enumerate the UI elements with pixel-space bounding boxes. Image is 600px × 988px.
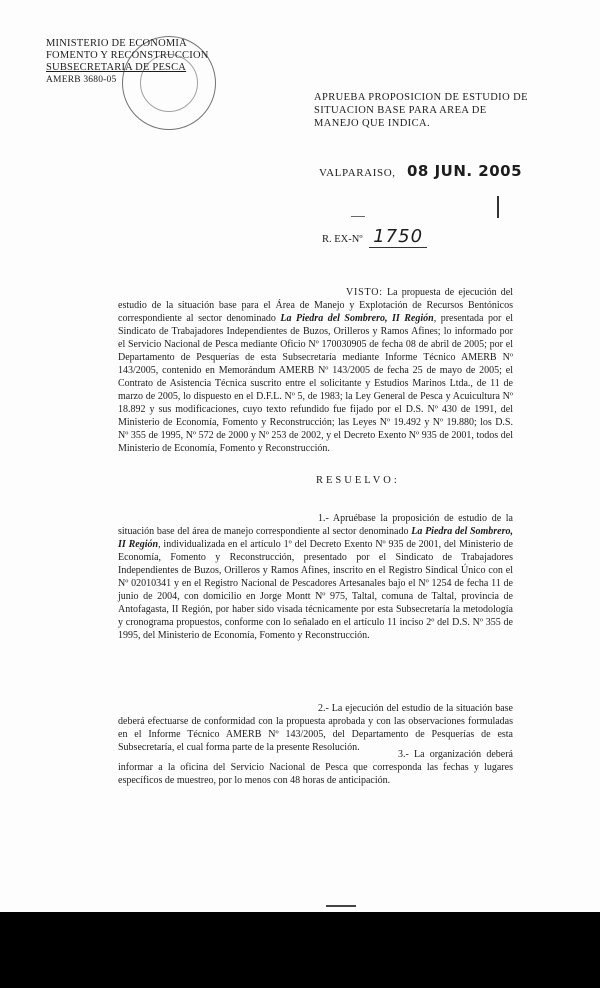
visto-text-a: La propuesta de ejecución del estudio de la situación base para el Área de Manejo y Explotación de Recursos Bentónicos correspondiente al sector denominado [118,287,513,324]
date-place: VALPARAISO, [319,167,396,179]
visto-sector-name: La Piedra del Sombrero, II Región [280,313,434,324]
date-line [319,162,522,180]
margin-mark [497,196,499,218]
amerb-reference: AMERB 3680-05 [46,75,117,85]
resuelvo-heading: RESUELVO: [316,475,400,486]
separator-mark [351,216,365,217]
resolution-subject: APRUEBA PROPOSICION DE ESTUDIO DE SITUACION BASE PARA AREA DE MANEJO QUE INDICA. [314,92,528,129]
official-seal-inner-ring [140,54,198,112]
scan-black-band [0,912,600,988]
article-1-text-b: , individualizada en el artículo 1º del Decreto Exento Nº 935 de 2001, del Ministerio de Economía, Fomento y Reconstrucción, presentado por el Sindicato de Trabajadores Independientes de Buzos, Orilleros y Ramos Afines, inscrito en el Registro Sindical Único con el Nº 02010341 y en el Registro Nacional de Pescadores Artesanales bajo el Nº 1254 de fecha 11 de junio de 2004, con domicilio en Jorge Montt Nº 975, Taltal, comuna de Taltal, provincia de Antofagasta, II Región, por haber sido visada técnicamente por esta Subsecretaría la metodología y cronograma propuestos, conforme con lo señalado en el artículo 11 inciso 2º del D.S. Nº 355 de 1995, del Ministerio de Economía, Fomento y Reconstrucción. [118,539,513,641]
resolution-article-3: 3.- La organización deberá informar a la oficina del Servicio Nacional de Pesca que corresponda las fechas y lugares específicos de muestreo, por lo menos con 48 horas de anticipación. [118,749,513,786]
article-1-text-a: 1.- Apruébase la proposición de estudio de la situación base del área de manejo correspondiente al sector denominado [118,513,513,537]
visto-text-b: , presentada por el Sindicato de Trabajadores Independientes de Buzos, Orilleros y Ramos Afines; lo informado por el Servicio Nacional de Pesca mediante Oficio Nº 170030905 de fecha 08 de abril de 2005; por el Departamento de Pesquerías de esta Subsecretaría mediante Informe Técnico AMERB Nº 143/2005, contenido en Memorándum AMERB Nº 143/2005 de fecha 25 de mayo de 2005; el Contrato de Asistencia Técnica suscrito entre el solicitante y Estudios Marinos Ltda., de 11 de marzo de 2005, lo dispuesto en el D.F.L. Nº 5, de 1983; la Ley General de Pesca y Acuicultura Nº 18.892 y sus modificaciones, cuyo texto refundido fue fijado por el D.S. Nº 430 de 1991, del Ministerio de Economía, Fomento y Reconstrucción; las Leyes Nº 19.492 y Nº 19.880; los D.S. Nº 355 de 1995, Nº 572 de 2000 y Nº 253 de 2002, y el Decreto Exento Nº 935 de 2001, todos del Ministerio de Economía, Fomento y Reconstrucción. [118,313,513,454]
article-1-sector-name: La Piedra del Sombrero, II Región [118,526,514,550]
ministry-subtitle: FOMENTO Y RECONSTRUCCION [46,50,209,61]
subsecretariat-name: SUBSECRETARIA DE PESCA [46,62,187,73]
ministry-name: MINISTERIO DE ECONOMIA [46,38,187,49]
resolution-article-1 [118,512,513,642]
resolution-prefix: R. EX-Nº [322,234,363,245]
resolution-article-2: 2.- La ejecución del estudio de la situación base deberá efectuarse de conformidad con la propuesta aprobada y con las observaciones formuladas en el Informe Técnico AMERB Nº 143/2005, del Departamento de Pesquerías de esta Subsecretaría, el cual forma parte de la presente Resolución. [118,703,513,753]
scan-artifact [326,905,356,907]
resolution-number-line [322,226,427,247]
date-stamp: 08 JUN. 2005 [406,162,523,180]
visto-paragraph [118,286,513,455]
resolution-number: 1750 [369,226,427,248]
visto-lead: VISTO: [346,287,383,298]
